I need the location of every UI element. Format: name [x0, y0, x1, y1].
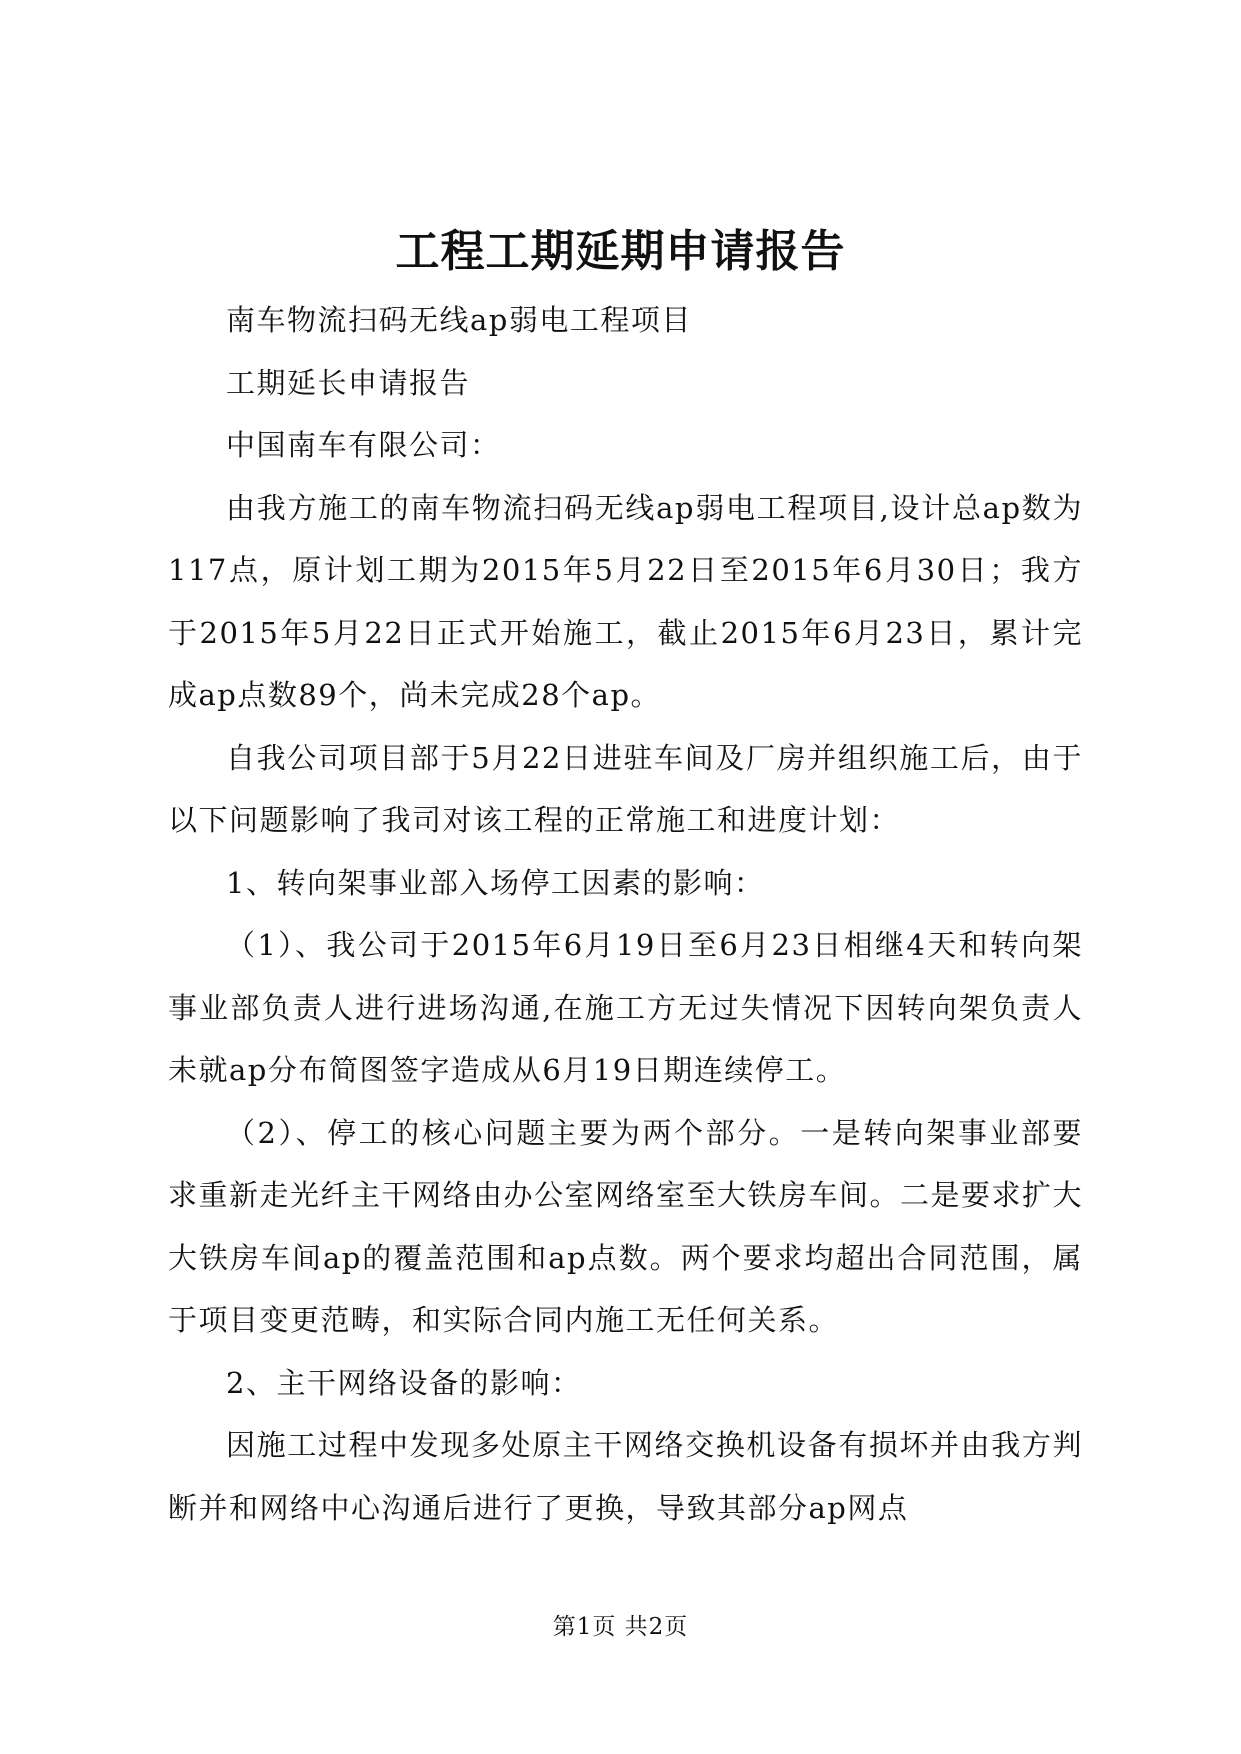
- paragraph-issue-1-item-2: （2）、停工的核心问题主要为两个部分。一是转向架事业部要求重新走光纤主干网络由办公室网络室至大铁房车间。二是要求扩大大铁房车间ap的覆盖范围和ap点数。两个要求均超出合同范围，属于项目变更范畴，和实际合同内施工无任何关系。: [168, 1115, 1084, 1337]
- paragraph-report-subtitle: 工期延长申请报告: [226, 365, 471, 400]
- paragraph-issue-2-heading: 2、主干网络设备的影响：: [226, 1365, 582, 1400]
- paragraph-schedule-summary: 由我方施工的南车物流扫码无线ap弱电工程项目,设计总ap数为117点，原计划工期为2015年5月22日至2015年6月30日；我方于2015年5月22日正式开始施工，截止2015年6月23日，累计完成ap点数89个，尚未完成28个ap。: [168, 490, 1083, 712]
- document-body: [168, 289, 1083, 1539]
- paragraph-recipient: 中国南车有限公司：: [226, 428, 501, 462]
- paragraph-issues-intro: 自我公司项目部于5月22日进驻车间及厂房并组织施工后，由于以下问题影响了我司对该工程的正常施工和进度计划：: [168, 740, 1083, 837]
- paragraph-issue-1-heading: 1、转向架事业部入场停工因素的影响：: [226, 865, 765, 900]
- paragraph-issue-2-detail: 因施工过程中发现多处原主干网络交换机设备有损坏并由我方判断并和网络中心沟通后进行了更换，导致其部分ap网点: [168, 1428, 1083, 1525]
- paragraph-project-name: 南车物流扫码无线ap弱电工程项目: [226, 303, 692, 337]
- page-number-footer: 第1页 共2页: [552, 1614, 689, 1640]
- paragraph-issue-1-item-1: （1）、我公司于2015年6月19日至6月23日相继4天和转向架事业部负责人进行进场沟通,在施工方无过失情况下因转向架负责人未就ap分布简图签字造成从6月19日期连续停工。: [168, 928, 1083, 1087]
- document-title: 工程工期延期申请报告: [395, 226, 846, 277]
